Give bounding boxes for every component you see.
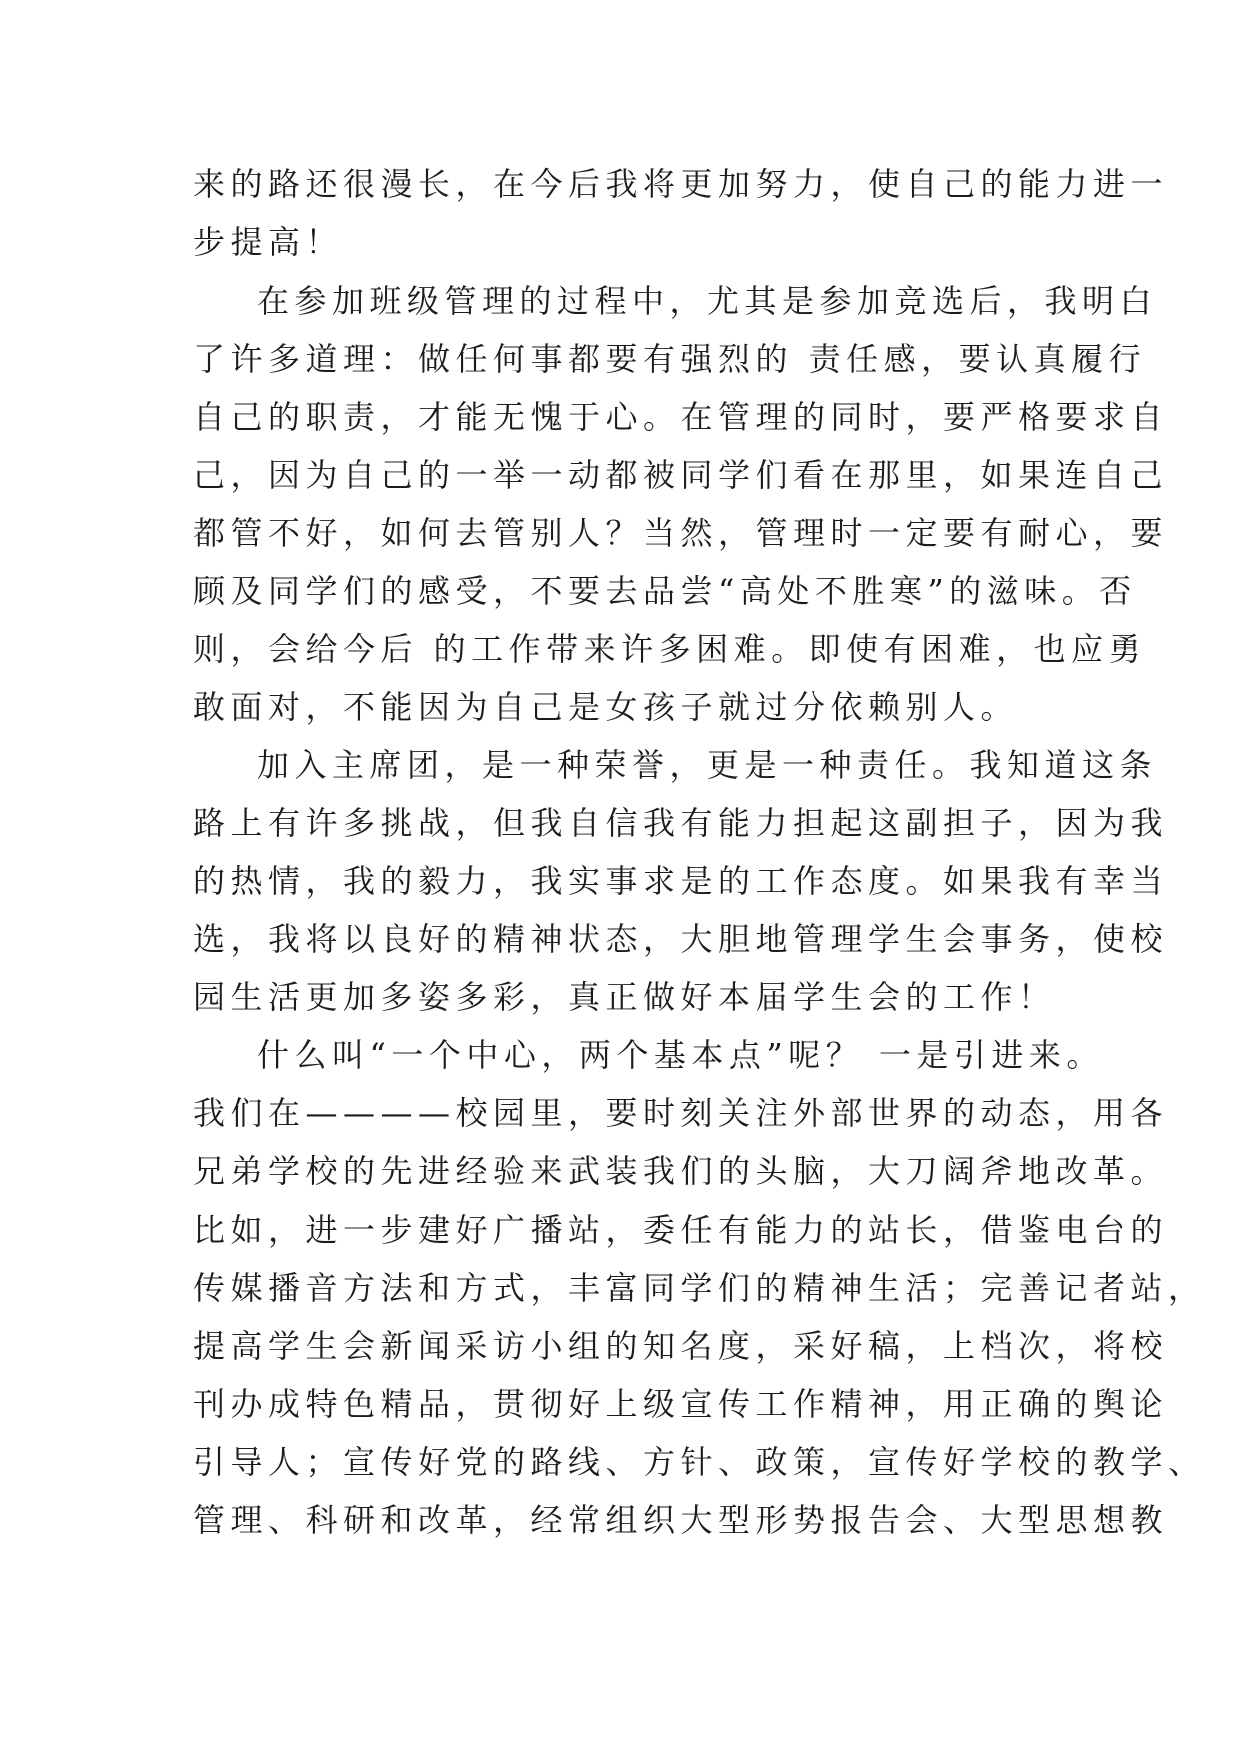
text-line: 自己的职责，才能无愧于心。在管理的同时，要严格要求自 [193,398,1169,436]
text-line: 兄弟学校的先进经验来武装我们的头脑，大刀阔斧地改革。 [193,1152,1169,1190]
text-line: 敢面对，不能因为自己是女孩子就过分依赖别人。 [193,688,1019,726]
paragraph-start-line: 什么叫“一个中心，两个基本点”呢？ 一是引进来。 [257,1036,1104,1074]
paragraph-start-line: 在参加班级管理的过程中，尤其是参加竞选后，我明白 [257,282,1158,320]
text-line: 了许多道理：做任何事都要有强烈的 责任感，要认真履行 [193,340,1147,378]
text-line: 选，我将以良好的精神状态，大胆地管理学生会事务，使校 [193,920,1169,958]
text-line: 管理、科研和改革，经常组织大型形势报告会、大型思想教 [193,1501,1169,1539]
text-line: 路上有许多挑战，但我自信我有能力担起这副担子，因为我 [193,804,1169,842]
text-line: 我们在————校园里，要时刻关注外部世界的动态，用各 [193,1094,1169,1132]
text-line: 园生活更加多姿多彩，真正做好本届学生会的工作！ [193,978,1056,1016]
text-line: 顾及同学们的感受，不要去品尝“高处不胜寒”的滋味。否 [193,572,1137,610]
text-line: 步提高！ [193,223,344,261]
text-line: 己，因为自己的一举一动都被同学们看在那里，如果连自己 [193,456,1169,494]
text-line: 引导人；宣传好党的路线、方针、政策，宣传好学校的教学、 [193,1443,1206,1481]
text-line: 比如，进一步建好广播站，委任有能力的站长，借鉴电台的 [193,1211,1169,1249]
text-line: 的热情，我的毅力，我实事求是的工作态度。如果我有幸当 [193,862,1169,900]
text-line: 刊办成特色精品，贯彻好上级宣传工作精神，用正确的舆论 [193,1385,1169,1423]
text-line: 传媒播音方法和方式，丰富同学们的精神生活；完善记者站， [193,1269,1206,1307]
text-line: 都管不好，如何去管别人？当然，管理时一定要有耐心，要 [193,514,1169,552]
paragraph-start-line: 加入主席团，是一种荣誉，更是一种责任。我知道这条 [257,746,1158,784]
text-line: 来的路还很漫长，在今后我将更加努力，使自己的能力进一 [193,165,1169,203]
text-line: 提高学生会新闻采访小组的知名度，采好稿，上档次，将校 [193,1327,1169,1365]
text-line: 则，会给今后 的工作带来许多困难。即使有困难，也应勇 [193,630,1147,668]
